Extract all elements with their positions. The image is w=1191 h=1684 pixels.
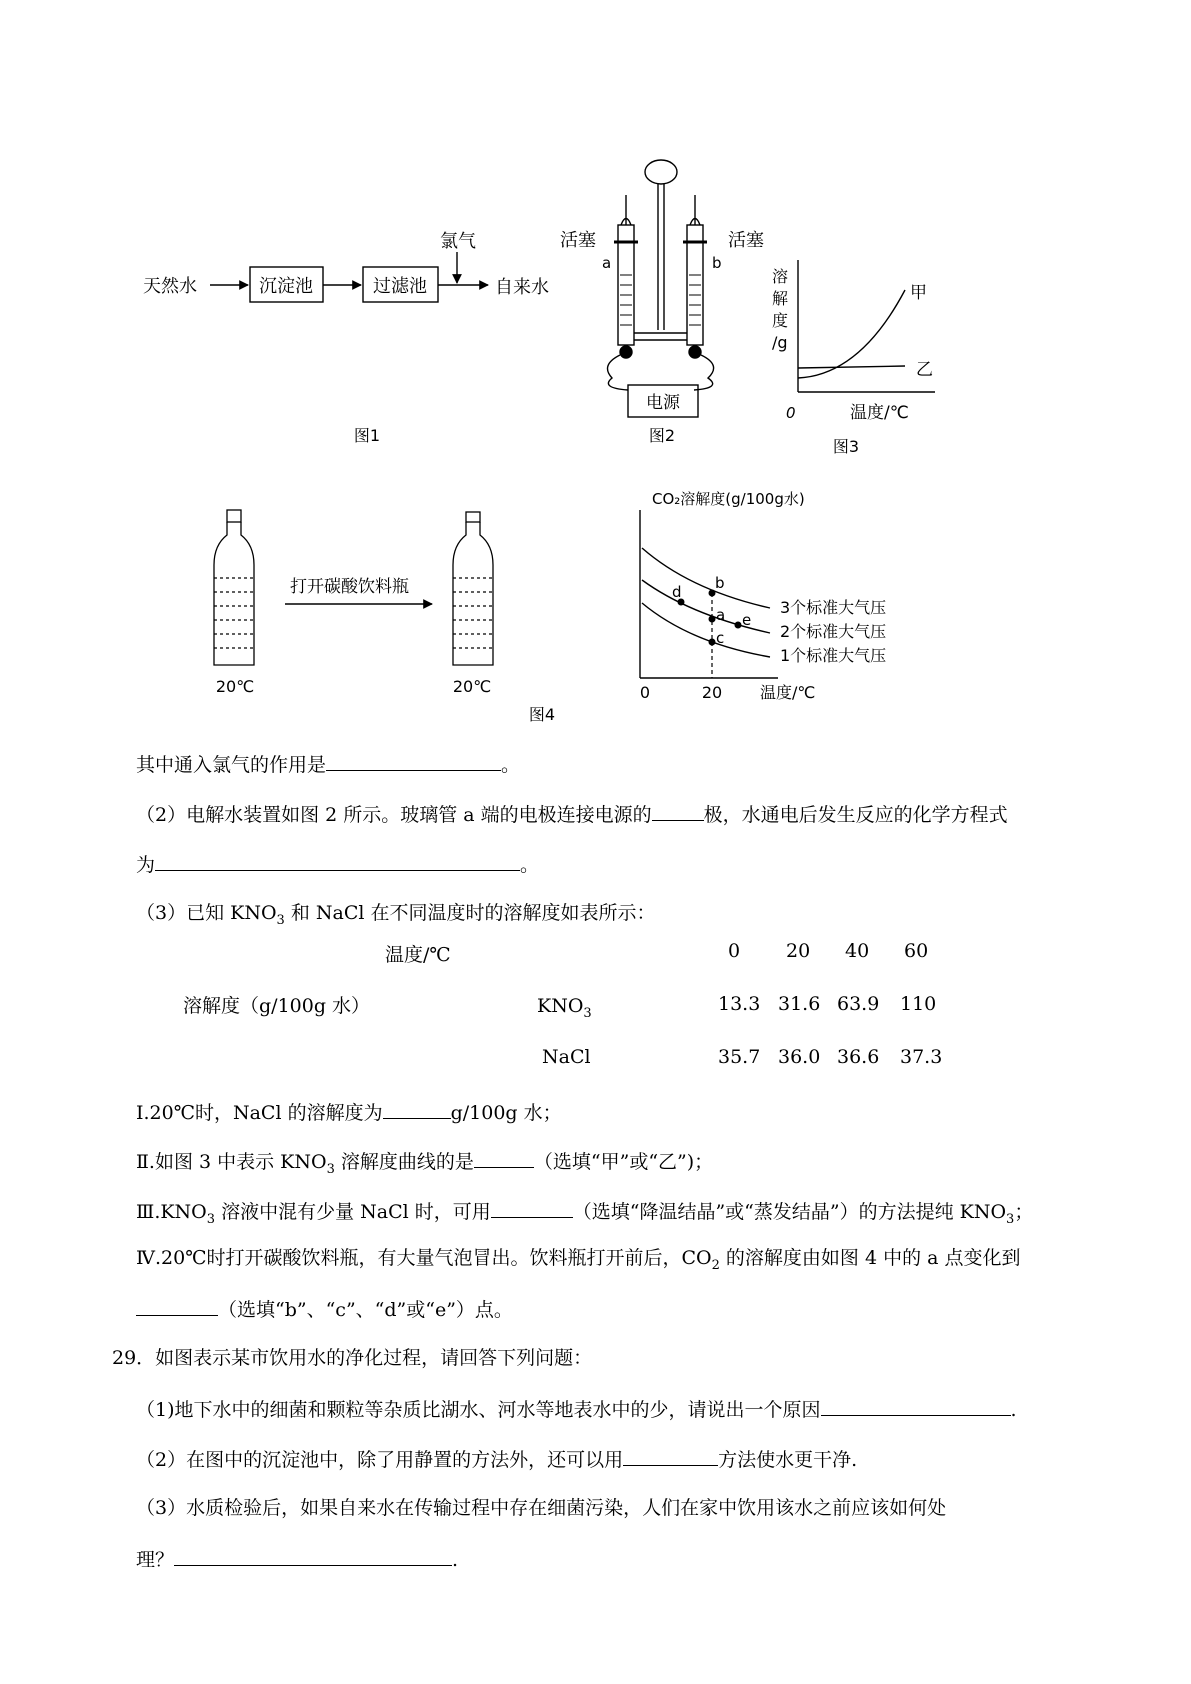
text-q2a: Ⅱ.如图 3 中表示 KNO [136, 1151, 327, 1173]
table-kno3-sub: 3 [583, 1005, 592, 1021]
bottle-right-cap [466, 512, 480, 522]
fig2-power-label: 电源 [646, 393, 680, 413]
text-q3a: Ⅲ.KNO [136, 1201, 207, 1223]
table-header-temp: 温度/℃ [385, 944, 451, 966]
fig2-electrode-b [689, 346, 701, 358]
table-temp-20: 20 [786, 940, 811, 962]
figure-4-co2-chart [529, 490, 886, 724]
text-l1b: 。 [501, 754, 521, 776]
text-q3b: 溶液中混有少量 NaCl 时，可用 [215, 1201, 491, 1223]
table-kno3-text: KNO [537, 995, 584, 1017]
fig1-caption: 图1 [353, 426, 381, 445]
table-temp-0: 0 [728, 940, 741, 962]
blank-electrode[interactable] [652, 800, 704, 821]
table-kno3-40: 63.9 [837, 993, 880, 1015]
text-q2b: 溶解度曲线的是 [334, 1151, 474, 1173]
fig2-water-level-marks [620, 275, 701, 325]
blank-q1[interactable] [383, 1098, 451, 1119]
line-q29-1 [136, 1395, 1017, 1423]
text-p29: 29．如图表示某市饮用水的净化过程，请回答下列问题： [112, 1347, 593, 1369]
fig2-funnel-bulb [645, 160, 677, 184]
fig4-curve-3atm [642, 548, 770, 608]
figures-area [0, 0, 1191, 730]
fig3-series-yi-label: 乙 [916, 360, 933, 380]
figure-4-bottle-right [453, 512, 493, 665]
fig4-left-temp: 20℃ [215, 677, 255, 696]
figure-2-electrolysis [608, 160, 714, 417]
fig3-origin-label: 0 [786, 404, 796, 422]
text-l1a: 其中通入氯气的作用是 [136, 754, 327, 776]
text-q2c: （选填“甲”或“乙”)； [533, 1151, 714, 1173]
figure-4-bottle-left [214, 510, 254, 665]
fig4-curve-label-3atm: 3个标准大气压 [780, 598, 887, 617]
text-p29-2b: 方法使水更干净. [718, 1449, 858, 1471]
table-nacl-20: 36.0 [778, 1046, 821, 1068]
fig4-curve-label-1atm: 1个标准大气压 [780, 646, 887, 665]
text-q3c: （选填“降温结晶”或“蒸发结晶”）的方法提纯 KNO [572, 1201, 1007, 1223]
fig4-xtick-20: 20 [701, 683, 723, 702]
bottle-right-body [453, 522, 493, 665]
text-q4a: Ⅳ.20℃时打开碳酸饮料瓶，有大量气泡冒出。饮料瓶打开前后，CO [136, 1247, 712, 1269]
blank-chlorine-purpose[interactable] [326, 750, 501, 771]
text-q3sub: 3 [206, 1211, 216, 1227]
table-kno3-0: 13.3 [718, 993, 761, 1015]
text-q2sub: 3 [326, 1161, 335, 1177]
fig3-ylabel-1: 溶 [772, 267, 789, 286]
blank-q29-3[interactable] [174, 1545, 452, 1566]
fig2-valve-left-label: 活塞 [560, 230, 596, 251]
line-table-intro [136, 900, 656, 934]
text-l3a: 为 [136, 854, 156, 876]
text-l4a: （3）已知 KNO [136, 902, 277, 924]
text-p29-2a: （2）在图中的沉淀池中，除了用静置的方法外，还可以用 [136, 1449, 624, 1471]
line-q29 [112, 1345, 592, 1371]
blank-q2[interactable] [474, 1147, 534, 1168]
line-q5 [136, 1295, 513, 1323]
fig3-ylabel-4: /g [772, 333, 788, 352]
text-p29-4b: . [452, 1549, 459, 1571]
table-kno3-label [537, 995, 592, 1021]
fig4-label-d: d [672, 583, 682, 601]
fig4-caption: 图4 [528, 705, 556, 724]
bottle-left-cap [227, 510, 241, 522]
blank-q29-1[interactable] [821, 1395, 1011, 1416]
fig1-end-label: 自来水 [495, 277, 549, 298]
table-temp-60: 60 [904, 940, 929, 962]
fig3-xlabel: 温度/℃ [850, 403, 909, 423]
fig3-ylabel-2: 解 [772, 289, 789, 308]
table-nacl-0: 35.7 [718, 1046, 761, 1068]
blank-q29-2[interactable] [623, 1445, 718, 1466]
text-q1a: Ⅰ.20℃时，NaCl 的溶解度为 [136, 1102, 383, 1124]
fig2-tube-b-label: b [712, 254, 722, 272]
fig4-label-e: e [742, 611, 752, 629]
text-l4sub: 3 [276, 912, 285, 928]
table-nacl-40: 36.6 [837, 1046, 880, 1068]
fig4-right-temp: 20℃ [452, 677, 492, 696]
fig4-arrow-text: 打开碳酸饮料瓶 [290, 577, 409, 597]
table-kno3-20: 31.6 [778, 993, 821, 1015]
line-electrolysis [136, 800, 1008, 828]
fig2-wire-a [608, 355, 629, 390]
fig3-series-jia-label: 甲 [910, 283, 927, 303]
fig1-box1-label: 沉淀池 [259, 276, 313, 297]
text-l4b: 和 NaCl 在不同温度时的溶解度如表所示： [284, 902, 656, 924]
fig3-curve-yi [798, 366, 905, 368]
line-q3 [136, 1197, 1033, 1233]
fig3-curve-jia [798, 290, 905, 378]
fig3-caption: 图3 [832, 437, 860, 456]
text-q3d: ； [1014, 1201, 1034, 1223]
fig2-valve-right-label: 活塞 [728, 230, 764, 251]
line-equation [136, 850, 539, 878]
table-kno3-60: 110 [900, 993, 937, 1015]
fig4-point-c [709, 639, 716, 646]
text-p29-3: （3）水质检验后，如果自来水在传输过程中存在细菌污染，人们在家中饮用该水之前应该如何处 [136, 1497, 947, 1519]
text-l3b: 。 [520, 854, 540, 876]
text-l2b: 极，水通电后发生反应的化学方程式 [703, 804, 1008, 826]
text-p29-4a: 理？ [136, 1549, 175, 1571]
blank-equation[interactable] [155, 850, 520, 871]
fig4-label-b: b [715, 574, 725, 592]
bottle-left-body [214, 522, 254, 665]
fig4-curve-label-2atm: 2个标准大气压 [780, 622, 887, 641]
blank-q3[interactable] [491, 1197, 573, 1218]
fig4-chart-title: CO₂溶解度(g/100g水) [652, 490, 805, 508]
line-chlorine-purpose [136, 750, 520, 778]
text-p29-1b: . [1010, 1399, 1017, 1421]
table-nacl-60: 37.3 [900, 1046, 943, 1068]
fig1-chlorine-label: 氯气 [440, 231, 476, 252]
fig2-caption: 图2 [648, 426, 676, 445]
fig2-electrode-a [620, 346, 632, 358]
line-q29-3 [136, 1495, 946, 1521]
line-q1 [136, 1098, 562, 1126]
figure-3-solubility-chart [772, 260, 935, 456]
line-q2 [136, 1147, 713, 1183]
fig3-ylabel-3: 度 [772, 311, 789, 330]
text-l2a: （2）电解水装置如图 2 所示。玻璃管 a 端的电极连接电源的 [136, 804, 652, 826]
line-q4 [136, 1245, 1020, 1279]
text-p29-1a: （1)地下水中的细菌和颗粒等杂质比湖水、河水等地表水中的少，请说出一个原因 [136, 1399, 821, 1421]
table-temp-40: 40 [845, 940, 870, 962]
text-q5b: （选填“b”、“c”、“d”或“e”）点。 [218, 1299, 513, 1321]
line-q29-4 [136, 1545, 458, 1573]
fig4-xlabel: 温度/℃ [760, 683, 816, 702]
fig4-label-c: c [716, 629, 725, 647]
fig4-label-a: a [716, 606, 726, 624]
fig4-xtick-0: 0 [639, 683, 651, 702]
fig4-point-e [735, 622, 742, 629]
fig4-point-a [709, 616, 716, 623]
fig1-start-label: 天然水 [143, 276, 197, 297]
text-q3sub2: 3 [1006, 1211, 1015, 1227]
text-q4b: 的溶解度由如图 4 中的 a 点变化到 [719, 1247, 1021, 1269]
fig2-tube-a-label: a [602, 254, 612, 272]
fig1-box2-label: 过滤池 [373, 276, 427, 297]
figure-1-flowchart [143, 231, 549, 445]
table-header-solubility: 溶解度（g/100g 水） [183, 995, 371, 1017]
line-q29-2 [136, 1445, 857, 1473]
text-q1b: g/100g 水； [450, 1102, 562, 1124]
table-nacl-label: NaCl [542, 1046, 591, 1068]
blank-q4[interactable] [136, 1295, 218, 1316]
text-q4sub: 2 [711, 1257, 720, 1273]
